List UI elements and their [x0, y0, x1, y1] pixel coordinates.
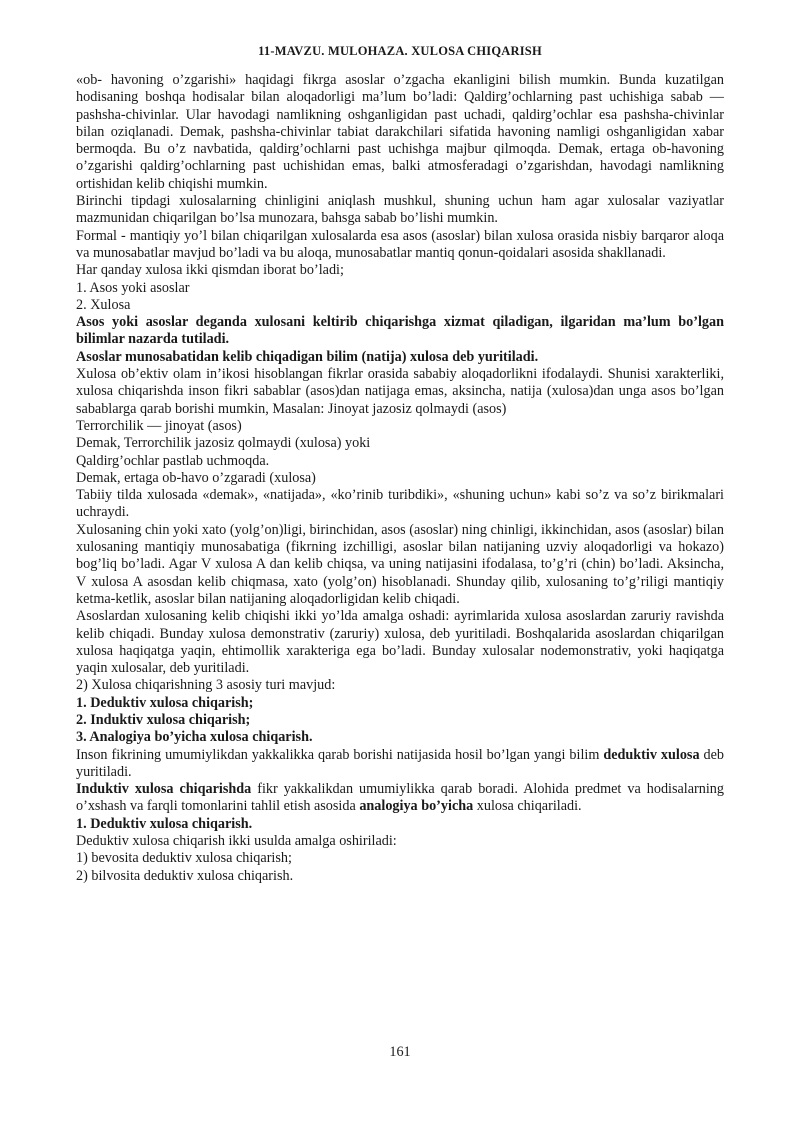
paragraph: 2) Xulosa chiqarishning 3 asosiy turi mavjud: [76, 677, 336, 694]
paragraph: Har qanday xulosa ikki qismdan iborat bo’ladi; [76, 262, 344, 279]
paragraph: Xulosaning chin yoki xato (yolg’on)ligi, birinchidan, asos (asoslar) ning chinligi, ikkinchidan, asos (asoslar) bilan xulosaning mantiqiy munosabatiga (fikrning izchilligi, asoslar bilan natijaning uzviy aloqadorligi va hokazo) bog’liq bo’ladi. Agar V xulosa A dan kelib chiqsa, va uning natijasini ifodalasa, to’g’ri (chin) bo’ladi. Aksincha, V xulosa A asosdan kelib chiqmasa, xato (yolg’on) hisoblanadi. Shunday qilib, xulosaning to’g’riligi mantiqiy ketma-ketlik, asoslar bilan natijaning aloqadorligidan kelib chiqadi. [76, 521, 724, 607]
section-heading: 1. Deduktiv xulosa chiqarish. [76, 815, 253, 832]
definition-paragraph: Asos yoki asoslar deganda xulosani keltirib chiqarishga xizmat qiladigan, ilgaridan ma’lum bo’lgan bilimlar nazarda tutiladi. [76, 314, 724, 348]
paragraph: Formal - mantiqiy yo’l bilan chiqarilgan xulosalarda esa asos (asoslar) bilan xulosa orasida nisbiy barqaror aloqa va munosabatlar mavjud bo’ladi va bu aloqa, munosabatlar mantiq qonun-qoidalari asosida shakllanadi. [76, 227, 724, 261]
list-item: 2) bilvosita deduktiv xulosa chiqarish. [76, 867, 294, 884]
paragraph-text: xulosa chiqariladi. [473, 798, 582, 815]
paragraph [76, 781, 724, 816]
paragraph-text: fikr yakkalikdan umumiylikka qarab boradi. Alohida predmet va hodisalarning o’xshash va farqli tomonlarini tahlil etish asosida [76, 781, 724, 815]
paragraph: Deduktiv xulosa chiqarish ikki usulda amalga oshiriladi: [76, 833, 397, 850]
emphasis-term: analogiya bo’yicha [359, 798, 474, 815]
page-number: 161 [389, 1044, 411, 1060]
paragraph-text: deb yuritiladi. [76, 746, 724, 780]
emphasis-term: Induktiv xulosa chiqarishda [76, 781, 252, 798]
paragraph: Tabiiy tilda xulosada «demak», «natijada», «ko’rinib turibdiki», «shuning uchun» kabi so’z va so’z birikmalari uchraydi. [76, 487, 724, 521]
paragraph-text: Inson fikrining umumiylikdan yakkalikka qarab borishi natijasida hosil bo’lgan yangi bilim [76, 746, 600, 763]
list-item: 1) bevosita deduktiv xulosa chiqarish; [76, 850, 292, 867]
document-body [76, 72, 724, 885]
example-line: Demak, ertaga ob-havo o’zgaradi (xulosa) [76, 469, 316, 486]
paragraph: Birinchi tipdagi xulosalarning chinligini aniqlash mushkul, shuning uchun ham agar xulosalar vaziyatlar mazmunidan chiqarilgan bo’lsa munozara, bahsga sabab bo’lishi mumkin. [76, 193, 724, 227]
list-item: 2. Induktiv xulosa chiqarish; [76, 711, 251, 728]
example-line: Demak, Terrorchilik jazosiz qolmaydi (xulosa) yoki [76, 435, 371, 452]
list-item: 1. Asos yoki asoslar [76, 279, 190, 296]
paragraph [76, 747, 724, 782]
example-line: Terrorchilik — jinoyat (asos) [76, 417, 242, 434]
paragraph: Xulosa ob’ektiv olam in’ikosi hisoblangan fikrlar orasida sababiy aloqadorlikni ifodalaydi. Shunisi xarakterliki, xulosa chiqarishda inson fikri sabablar (asos)dan natijaga emas, aksincha, natija (xulosa)dan unga asos bo’lgan sabablarga qarab borishi mumkin, Masalan: Jinoyat jazosiz qolmaydi (asos) [76, 366, 724, 417]
list-item: 1. Deduktiv xulosa chiqarish; [76, 694, 254, 711]
list-item: 2. Xulosa [76, 296, 131, 313]
emphasis-term: deduktiv xulosa [603, 746, 700, 763]
paragraph: «ob- havoning o’zgarishi» haqidagi fikrga asoslar o’zgacha ekanligini bilish mumkin. Bunda kuzatilgan hodisaning boshqa hodisalar bilan aloqadorligi ma’lum bo’ladi: Qaldirg’ochlarning past uchishiga sabab — pashsha-chivinlar. Ular havodagi namlikning oshganligidan past uchadi, qaldirg’ochlar esa pashsha-chivinlar bilan oziqlanadi. Demak, pashsha-chivinlar tabiat darakchilari sifatida havoning namligi oshganligidan xabar bermoqda. Bu o’z navbatida, qaldirg’ochlarni past uchishga majbur qilmoqda. Demak, ertaga ob-havoning o’zgarishi qaldirg’ochlarning past uchishidan emas, balki atmosferadagi o’zgarishdan, havodagi namlikning ortishidan kelib chiqishi mumkin. [76, 72, 724, 192]
running-header: 11-MAVZU. MULOHAZA. XULOSA CHIQARISH [258, 44, 542, 58]
definition-paragraph: Asoslar munosabatidan kelib chiqadigan bilim (natija) xulosa deb yuritiladi. [76, 348, 539, 365]
list-item: 3. Analogiya bo’yicha xulosa chiqarish. [76, 729, 313, 746]
paragraph: Asoslardan xulosaning kelib chiqishi ikki yo’lda amalga oshadi: ayrimlarida xulosa asoslardan zaruriy ravishda kelib chiqadi. Bunday xulosa demonstrativ (zaruriy) xulosa, deb yuritiladi. Boshqalarida asoslardan chiqarilgan xulosa haqiqatga yaqin, ehtimollik xarakteriga ega bo’ladi. Bunday xulosalar nodemonstrativ, yoki haqiqatga yaqin xulosalar, deb yuritiladi. [76, 608, 724, 677]
example-line: Qaldirg’ochlar pastlab uchmoqda. [76, 452, 270, 469]
